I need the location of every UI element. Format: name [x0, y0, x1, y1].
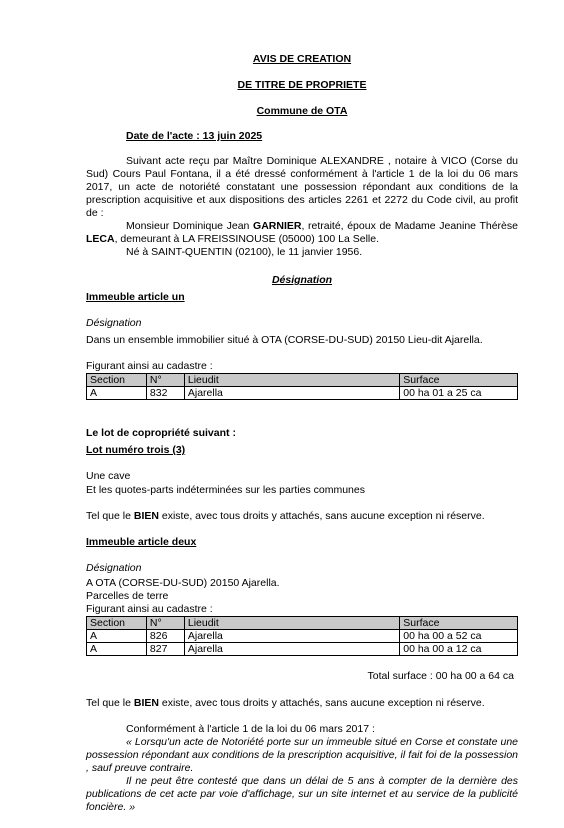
cell-section: A [87, 643, 147, 656]
lot-intro: Le lot de copropriété suivant : [86, 427, 236, 439]
intro-paragraph: Suivant acte reçu par Maître Dominique ALEXANDRE , notaire à VICO (Corse du Sud) Cours Paul Fontana, il a été dressé conformément à l'article 1 de la loi du 06 mars 2017, un acte de notoriété constatant une possession répondant aux conditions de la prescription acquisitive et aux dispositions des articles 2261 et 2272 du Code civil, au profit de : [86, 155, 518, 219]
commune-title: Commune de OTA [256, 105, 348, 117]
article2-cadastre-label: Figurant ainsi au cadastre : [86, 603, 213, 615]
title-titre: DE TITRE DE PROPRIETE [237, 79, 367, 91]
article2-location: A OTA (CORSE-DU-SUD) 20150 Ajarella. [86, 577, 280, 589]
cell-section: A [87, 387, 147, 400]
header-lieudit: Lieudit [184, 617, 399, 630]
article1-description: Dans un ensemble immobilier situé à OTA (CORSE-DU-SUD) 20150 Lieu-dit Ajarella. [86, 334, 483, 346]
cell-surface: 00 ha 00 a 52 ca [400, 630, 518, 643]
table-row [87, 643, 518, 656]
name-garnier: GARNIER [253, 220, 302, 232]
article2-parcelles: Parcelles de terre [86, 590, 169, 602]
table-row [87, 630, 518, 643]
conclusion-intro: Conformément à l'article 1 de la loi du 06 mars 2017 : [126, 723, 375, 735]
header-numero: N° [146, 374, 184, 387]
designation-title: Désignation [271, 274, 333, 286]
article2-tel-line: Tel que le BIEN existe, avec tous droits y attachés, sans aucune exception ni réserve. [86, 697, 485, 709]
cell-section: A [87, 630, 147, 643]
header-section: Section [87, 617, 147, 630]
cell-numero: 832 [146, 387, 184, 400]
total-surface: Total surface : 00 ha 00 a 64 ca [367, 670, 514, 682]
article2-designation-label: Désignation [86, 562, 142, 574]
article1-heading: Immeuble article un [86, 291, 185, 303]
article1-tel-line: Tel que le BIEN existe, avec tous droits y attachés, sans aucune exception ni réserve. [86, 510, 485, 522]
table-header-row [87, 374, 518, 387]
title-avis: AVIS DE CREATION [252, 53, 352, 65]
article1-designation-label: Désignation [86, 317, 142, 329]
table-header-row [87, 617, 518, 630]
header-numero: N° [146, 617, 184, 630]
header-surface: Surface [400, 374, 518, 387]
cadastre-table-2 [86, 616, 518, 656]
cell-lieudit: Ajarella [184, 630, 399, 643]
lot-line-quotes: Et les quotes-parts indéterminées sur les parties communes [86, 484, 365, 496]
cadastre-table-1 [86, 373, 518, 400]
beneficiary-paragraph: Monsieur Dominique Jean GARNIER, retraité, époux de Madame Jeanine Thérèse LECA, demeurant à LA FREISSINOUSE (05000) 100 La Selle. [86, 220, 518, 245]
quote-paragraph-2: Il ne peut être contesté que dans un délai de 5 ans à compter de la dernière des publications de cet acte par voie d'affichage, sur un site internet et au service de la publicité foncière. » [86, 775, 518, 813]
header-surface: Surface [400, 617, 518, 630]
birth-line: Né à SAINT-QUENTIN (02100), le 11 janvier 1956. [126, 246, 363, 258]
quote-paragraph-1: « Lorsqu'un acte de Notoriété porte sur un immeuble situé en Corse et constate une possession répondant aux conditions de la prescription acquisitive, il fait foi de la possession , sauf preuve contraire. [86, 736, 518, 774]
lot-heading: Lot numéro trois (3) [86, 444, 186, 456]
cell-surface: 00 ha 01 a 25 ca [400, 387, 518, 400]
article1-cadastre-label: Figurant ainsi au cadastre : [86, 360, 213, 372]
cell-lieudit: Ajarella [184, 387, 399, 400]
header-section: Section [87, 374, 147, 387]
cell-surface: 00 ha 00 a 12 ca [400, 643, 518, 656]
date-acte: Date de l'acte : 13 juin 2025 [126, 130, 263, 142]
article2-heading: Immeuble article deux [86, 536, 197, 548]
name-leca: LECA [86, 233, 115, 245]
cell-numero: 827 [146, 643, 184, 656]
header-lieudit: Lieudit [184, 374, 399, 387]
lot-line-cave: Une cave [86, 470, 131, 482]
cell-numero: 826 [146, 630, 184, 643]
table-row [87, 387, 518, 400]
cell-lieudit: Ajarella [184, 643, 399, 656]
